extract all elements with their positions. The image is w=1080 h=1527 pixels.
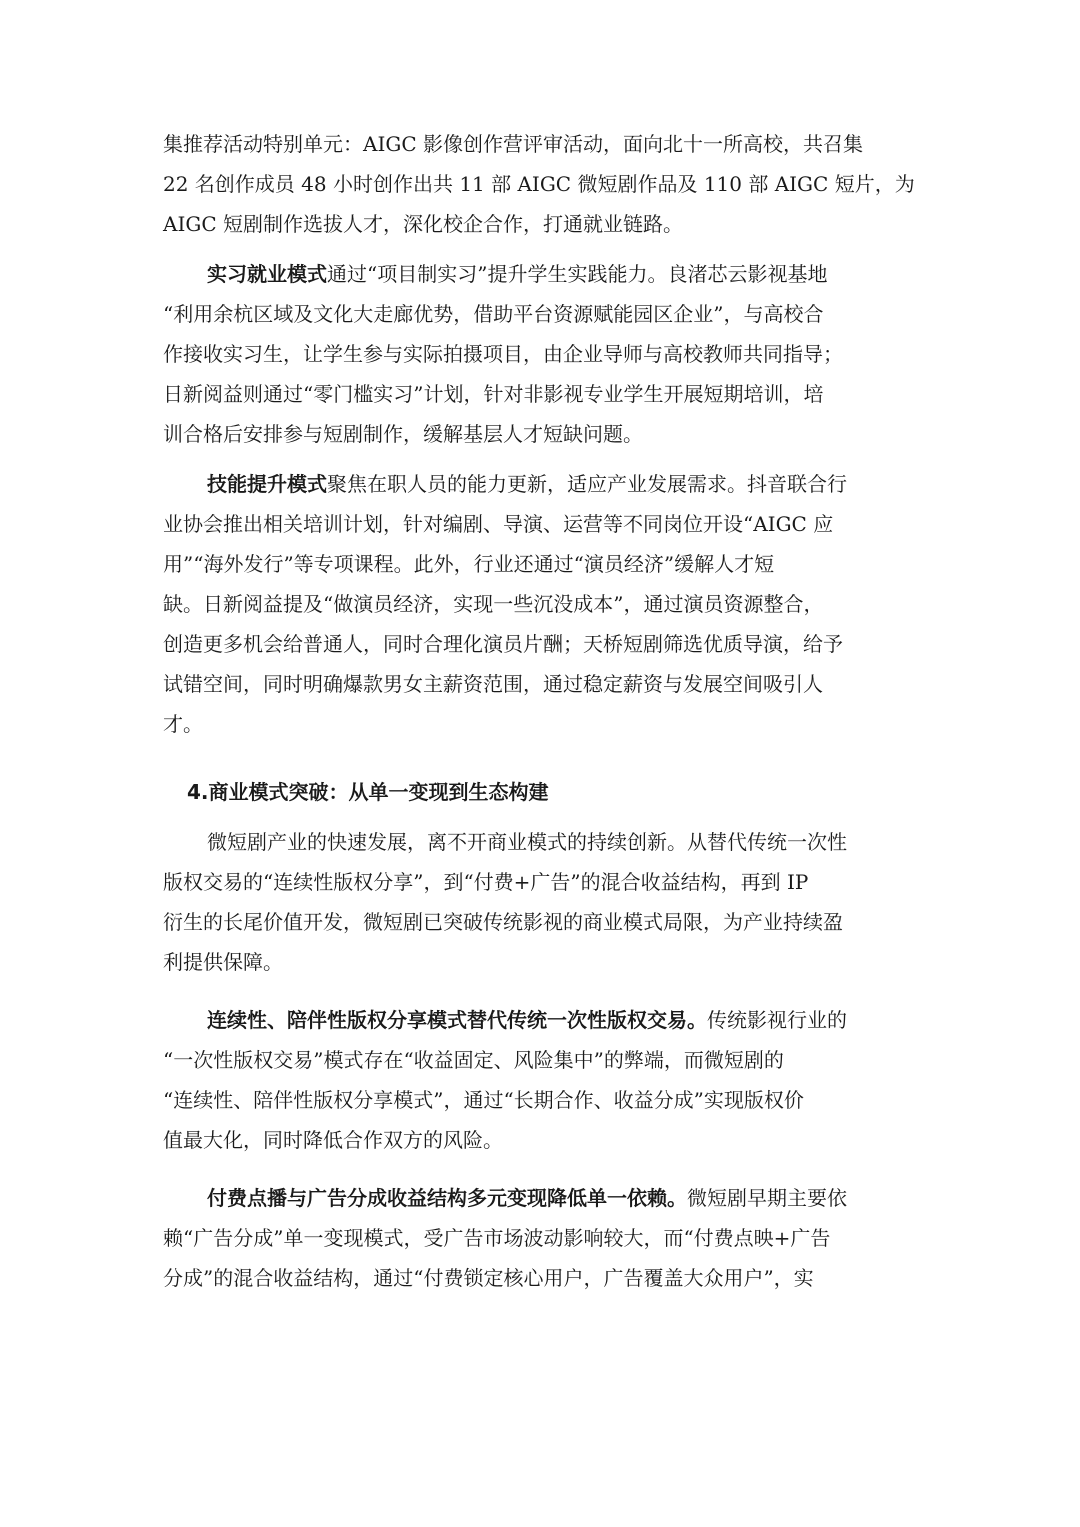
paragraph-internship-model <box>163 254 911 454</box>
text-line: 创造更多机会给普通人，同时合理化演员片酬；天桥短剧筛选优质导演，给予 <box>163 632 843 656</box>
text-line: 作接收实习生，让学生参与实际拍摄项目，由企业导师与高校教师共同指导； <box>163 342 843 366</box>
text-line <box>163 254 911 294</box>
paragraph-lead: 实习就业模式 <box>207 262 327 286</box>
paragraph-business-model-intro <box>163 822 911 982</box>
document-page <box>163 124 915 1298</box>
text-line: 微短剧产业的快速发展，离不开商业模式的持续创新。从替代传统一次性 <box>207 830 847 854</box>
text-line: 缺。日新阅益提及“做演员经济，实现一些沉没成本”，通过演员资源整合， <box>163 592 824 616</box>
text-line: 衍生的长尾价值开发，微短剧已突破传统影视的商业模式局限，为产业持续盈 <box>163 910 843 934</box>
paragraph-copyright-sharing <box>163 1000 911 1160</box>
text-line-rest: 通过“项目制实习”提升学生实践能力。良渚芯云影视基地 <box>327 262 828 286</box>
text-line: 分成”的混合收益结构，通过“付费锁定核心用户，广告覆盖大众用户”，实 <box>163 1266 814 1290</box>
paragraph-lead: 连续性、陪伴性版权分享模式替代传统一次性版权交易。 <box>207 1008 707 1032</box>
text-line: “一次性版权交易”模式存在“收益固定、风险集中”的弊端，而微短剧的 <box>163 1048 784 1072</box>
paragraph-paid-and-ad-revenue <box>163 1178 911 1298</box>
text-line-rest: 聚焦在职人员的能力更新，适应产业发展需求。抖音联合行 <box>327 472 847 496</box>
text-line <box>163 464 911 504</box>
text-line: 版权交易的“连续性版权分享”，到“付费+广告”的混合收益结构，再到 IP <box>163 870 809 894</box>
section-heading: 4.商业模式突破：从单一变现到生态构建 <box>187 780 549 804</box>
text-line <box>163 1178 911 1218</box>
paragraph-lead: 技能提升模式 <box>207 472 327 496</box>
text-line-rest: 微短剧早期主要依 <box>687 1186 847 1210</box>
text-line: 才。 <box>163 712 203 736</box>
paragraph-aigc-camp <box>163 124 915 244</box>
text-line: 值最大化，同时降低合作双方的风险。 <box>163 1128 503 1152</box>
text-line <box>163 1000 911 1040</box>
text-line: “连续性、陪伴性版权分享模式”，通过“长期合作、收益分成”实现版权价 <box>163 1088 804 1112</box>
text-line: AIGC 短剧制作选拔人才，深化校企合作，打通就业链路。 <box>163 212 683 236</box>
text-line: 集推荐活动特别单元：AIGC 影像创作营评审活动，面向北十一所高校，共召集 <box>163 132 863 156</box>
text-line: 用”“海外发行”等专项课程。此外，行业还通过“演员经济”缓解人才短 <box>163 552 775 576</box>
text-line: 日新阅益则通过“零门槛实习”计划，针对非影视专业学生开展短期培训，培 <box>163 382 824 406</box>
paragraph-lead: 付费点播与广告分成收益结构多元变现降低单一依赖。 <box>207 1186 687 1210</box>
text-line: 训合格后安排参与短剧制作，缓解基层人才短缺问题。 <box>163 422 643 446</box>
text-line: 试错空间，同时明确爆款男女主薪资范围，通过稳定薪资与发展空间吸引人 <box>163 672 823 696</box>
paragraph-skill-upgrade-model <box>163 464 911 744</box>
text-line: 利提供保障。 <box>163 950 283 974</box>
text-line-rest: 传统影视行业的 <box>707 1008 847 1032</box>
text-line: 22 名创作成员 48 小时创作出共 11 部 AIGC 微短剧作品及 110 部 AIGC 短片，为 <box>163 172 915 196</box>
text-line: 赖“广告分成”单一变现模式，受广告市场波动影响较大，而“付费点映+广告 <box>163 1226 831 1250</box>
text-line: “利用余杭区域及文化大走廊优势，借助平台资源赋能园区企业”，与高校合 <box>163 302 824 326</box>
text-line: 业协会推出相关培训计划，针对编剧、导演、运营等不同岗位开设“AIGC 应 <box>163 512 834 536</box>
